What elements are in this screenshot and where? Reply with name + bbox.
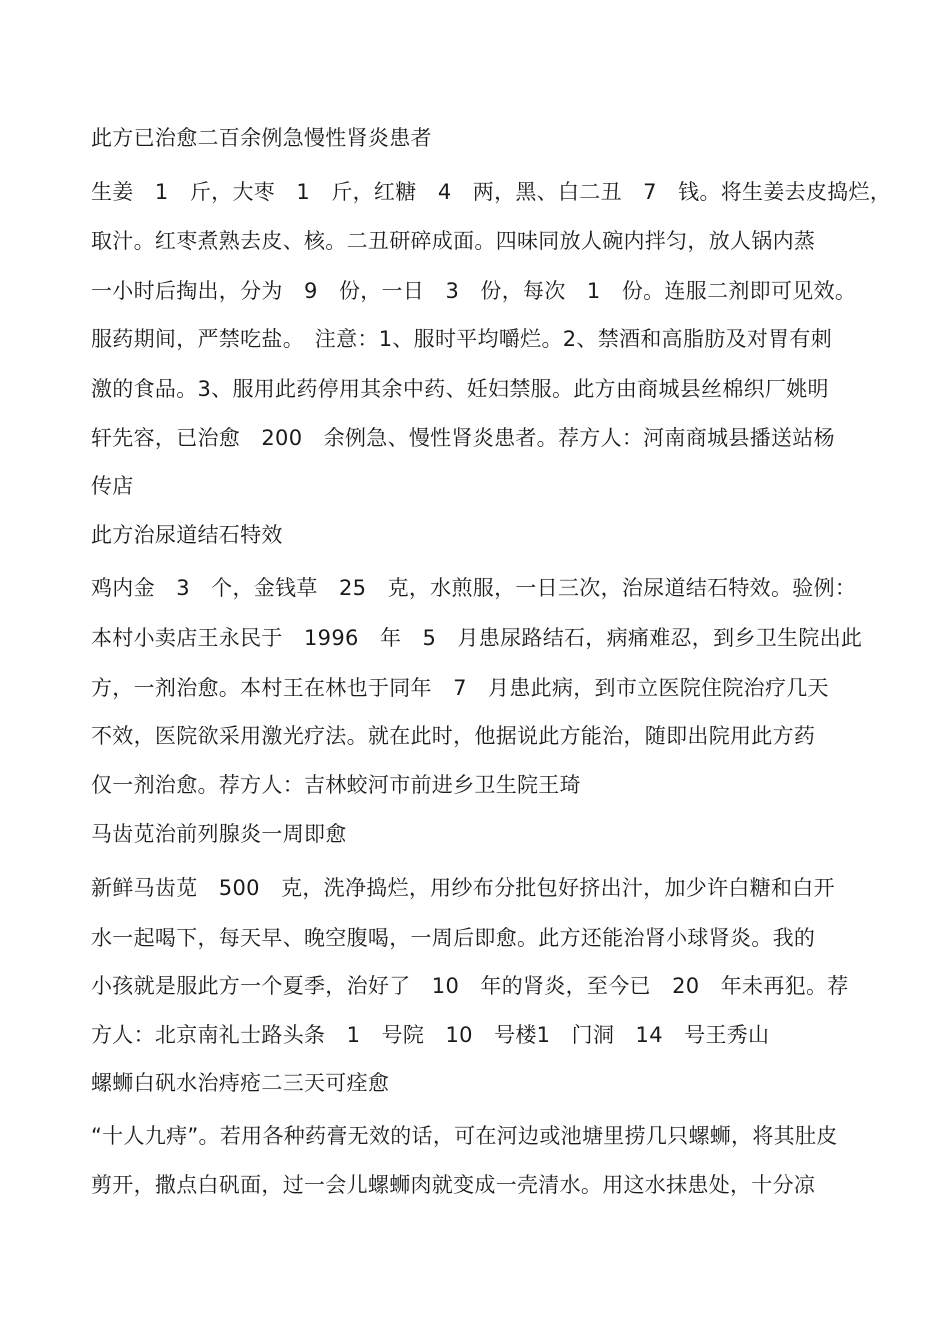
paragraph-line: 方，一剂治愈。本村王在林也于同年 7 月患此病，到市立医院住院治疗几天 xyxy=(91,676,829,700)
heading-nephritis: 此方已治愈二百余例急慢性肾炎患者 xyxy=(91,126,432,150)
paragraph-line: 取汁。红枣煮熟去皮、核。二丑研碎成面。四味同放人碗内拌匀，放人锅内蒸 xyxy=(91,229,816,253)
paragraph-line: 生姜 1 斤，大枣 1 斤，红糖 4 两，黑、白二丑 7 钱。将生姜去皮捣烂， xyxy=(91,180,892,204)
paragraph-line: 一小时后掏出，分为 9 份，一日 3 份，每次 1 份。连服二剂即可见效。 xyxy=(91,279,857,303)
paragraph-line: 本村小卖店王永民于 1996 年 5 月患尿路结石，病痛难忍，到乡卫生院出此 xyxy=(91,626,863,650)
paragraph-line: 轩先容，已治愈 200 余例急、慢性肾炎患者。荐方人：河南商城县播送站杨 xyxy=(91,426,835,450)
paragraph-line: 仅一剂治愈。荐方人：吉林蛟河市前进乡卫生院王琦 xyxy=(91,773,581,797)
paragraph-line: 鸡内金 3 个，金钱草 25 克，水煎服，一日三次，治尿道结石特效。验例： xyxy=(91,576,857,600)
heading-urinary-stone: 此方治尿道结石特效 xyxy=(91,523,283,547)
paragraph-line: 水一起喝下，每天早、晚空腹喝，一周后即愈。此方还能治肾小球肾炎。我的 xyxy=(91,926,816,950)
paragraph-line: 新鲜马齿苋 500 克，洗净捣烂，用纱布分批包好挤出汁，加少许白糖和白开 xyxy=(91,876,835,900)
paragraph-line: 激的食品。3、服用此药停用其余中药、妊妇禁服。此方由商城县丝棉织厂姚明 xyxy=(91,377,829,401)
paragraph-line: 不效，医院欲采用激光疗法。就在此时，他据说此方能治，随即出院用此方药 xyxy=(91,724,816,748)
paragraph-line: 服药期间，严禁吃盐。 注意：1、服时平均嚼烂。2、禁酒和高脂肪及对胃有刺 xyxy=(91,327,833,351)
paragraph-line: 传店 xyxy=(91,474,134,498)
heading-hemorrhoids: 螺蛳白矾水治痔疮二三天可痊愈 xyxy=(91,1071,390,1095)
heading-prostatitis: 马齿苋治前列腺炎一周即愈 xyxy=(91,822,347,846)
paragraph-line: 剪开，撒点白矾面，过一会儿螺蛳肉就变成一壳清水。用这水抹患处，十分凉 xyxy=(91,1173,816,1197)
paragraph-line: 方人：北京南礼士路头条 1 号院 10 号楼1 门洞 14 号王秀山 xyxy=(91,1023,770,1047)
paragraph-line: “十人九痔”。若用各种药膏无效的话，可在河边或池塘里捞几只螺蛳，将其肚皮 xyxy=(91,1124,838,1148)
paragraph-line: 小孩就是服此方一个夏季，治好了 10 年的肾炎，至今已 20 年未再犯。荐 xyxy=(91,974,849,998)
